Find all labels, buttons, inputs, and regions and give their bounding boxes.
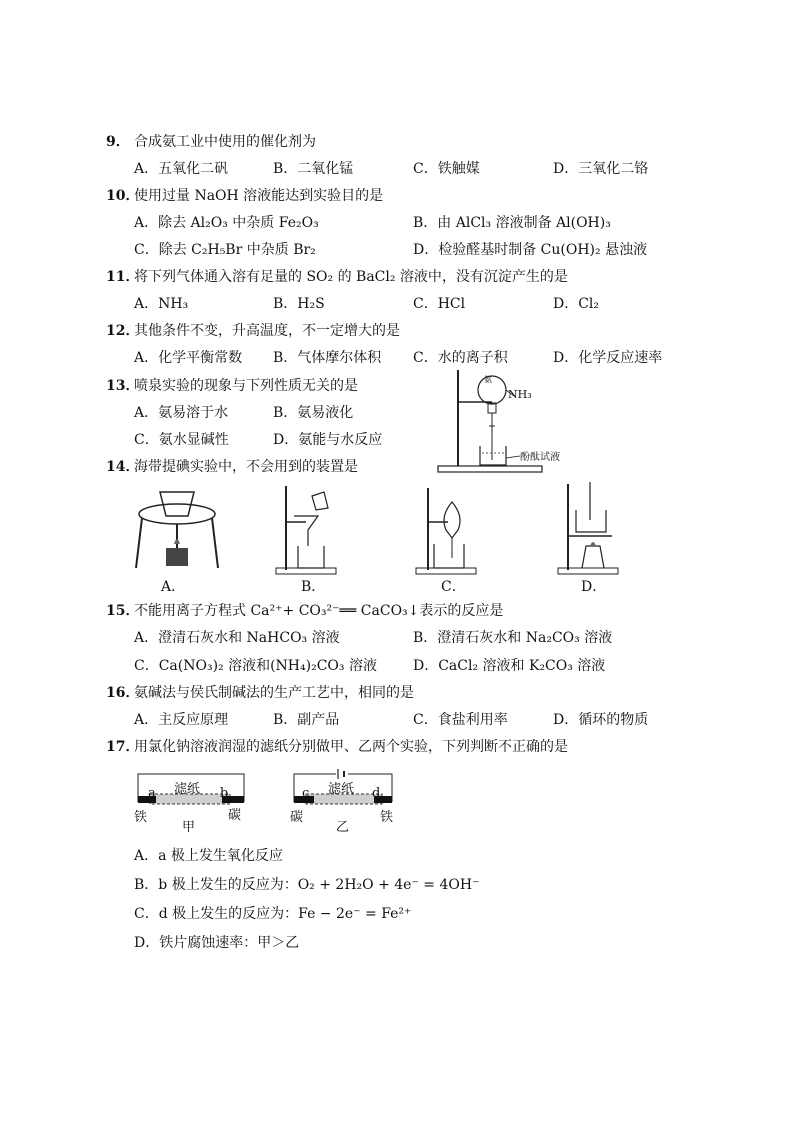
question-number: 13． [106, 378, 140, 394]
filtration-apparatus-figure [272, 482, 342, 576]
option-d: D．铁片腐蚀速率：甲＞乙 [134, 935, 300, 951]
question-16 [0, 682, 794, 704]
question-15-options-row2 [0, 655, 794, 677]
option-b: B．二氧化锰 [273, 161, 354, 177]
option-a: A．NH₃ [134, 296, 189, 312]
option-a: A．a 极上发生氧化反应 [134, 848, 283, 864]
option-d: D．CaCl₂ 溶液和 K₂CO₃ 溶液 [413, 658, 606, 674]
option-a: A．主反应原理 [134, 712, 229, 728]
question-stem: 合成氨工业中使用的催化剂为 [134, 134, 316, 150]
question-11 [0, 266, 794, 288]
question-10-options-row2 [0, 239, 794, 261]
option-c: C．食盐利用率 [413, 712, 508, 728]
option-c: C．氨水显碱性 [134, 432, 229, 448]
filter-paper-label: 滤纸 [174, 782, 201, 797]
question-15-options-row1 [0, 627, 794, 649]
question-number: 10． [106, 188, 140, 204]
option-b: B．气体摩尔体积 [273, 350, 382, 366]
question-17-option-a [0, 845, 794, 867]
iron-label: 铁 [134, 810, 148, 825]
option-a: A．除去 Al₂O₃ 中杂质 Fe₂O₃ [134, 215, 319, 231]
question-14 [0, 456, 794, 478]
option-a: A．五氧化二矾 [134, 161, 229, 177]
question-number: 16． [106, 685, 140, 701]
question-10 [0, 185, 794, 207]
question-stem: 氨碱法与侯氏制碱法的生产工艺中，相同的是 [134, 685, 414, 701]
figure-label-b: B． [301, 579, 326, 595]
option-c: C．d 极上发生的反应为：Fe − 2e⁻ = Fe²⁺ [134, 906, 412, 922]
option-b: B．氨易液化 [273, 405, 354, 421]
question-stem: 不能用离子方程式 Ca²⁺+ CO₃²⁻══ CaCO₃↓表示的反应是 [134, 603, 504, 619]
electrode-a-label: a [148, 786, 156, 801]
experiment-name-yi: 乙 [336, 820, 350, 835]
electrode-b-label: b [220, 786, 229, 801]
option-b: B．副产品 [273, 712, 340, 728]
question-number: 15． [106, 603, 140, 619]
carbon-label: 碳 [228, 808, 242, 823]
question-stem: 喷泉实验的现象与下列性质无关的是 [134, 378, 358, 394]
option-d: D．氨能与水反应 [273, 432, 383, 448]
option-b: B．H₂S [273, 296, 325, 312]
option-c: C．水的离子积 [413, 350, 508, 366]
question-stem: 使用过量 NaOH 溶液能达到实验目的是 [134, 188, 384, 204]
question-12-options [0, 347, 794, 369]
question-number: 14． [106, 459, 140, 475]
solution-label: 酚酞试液 [520, 452, 560, 463]
iron-label: 铁 [380, 810, 394, 825]
question-17 [0, 736, 794, 758]
figure-label-a: A． [161, 579, 186, 595]
figure-label-c: C． [441, 579, 466, 595]
question-17-option-b [0, 874, 794, 896]
option-d: D．Cl₂ [553, 296, 600, 312]
option-c: C．HCl [413, 296, 466, 312]
option-b: B．澄清石灰水和 Na₂CO₃ 溶液 [413, 630, 613, 646]
question-17-option-d [0, 932, 794, 954]
option-c: C．Ca(NO₃)₂ 溶液和(NH₄)₂CO₃ 溶液 [134, 658, 377, 674]
question-10-options-row1 [0, 212, 794, 234]
question-9-options [0, 158, 794, 180]
question-number: 17． [106, 739, 140, 755]
option-d: D．检验醛基时制备 Cu(OH)₂ 悬浊液 [413, 242, 648, 258]
flask-label: 氨 [484, 375, 492, 384]
question-stem: 将下列气体通入溶有足量的 SO₂ 的 BaCl₂ 溶液中，没有沉淀产生的是 [134, 269, 568, 285]
option-b: B．b 极上发生的反应为：O₂ + 2H₂O + 4e⁻ = 4OH⁻ [134, 877, 480, 893]
question-17-option-c [0, 903, 794, 925]
question-13-options-row1 [0, 402, 794, 424]
question-15 [0, 600, 794, 622]
question-stem: 用氯化钠溶液润湿的滤纸分别做甲、乙两个实验，下列判断不正确的是 [134, 739, 568, 755]
question-12 [0, 320, 794, 342]
option-a: A．澄清石灰水和 NaHCO₃ 溶液 [134, 630, 340, 646]
option-a: A．化学平衡常数 [134, 350, 243, 366]
figure-label-d: D． [581, 579, 607, 595]
question-11-options [0, 293, 794, 315]
question-16-options [0, 709, 794, 731]
experiment-yi-figure [288, 766, 408, 835]
question-number: 12． [106, 323, 140, 339]
distillation-heating-figure [556, 480, 626, 576]
gas-label: NH₃ [508, 388, 532, 401]
option-d: D．循环的物质 [553, 712, 649, 728]
filter-paper-label: 滤纸 [328, 782, 355, 797]
carbon-label: 碳 [290, 810, 304, 825]
question-stem: 其他条件不变，升高温度，不一定增大的是 [134, 323, 400, 339]
question-13 [0, 375, 794, 397]
option-c: C．除去 C₂H₅Br 中杂质 Br₂ [134, 242, 316, 258]
electrode-c-label: c [302, 786, 310, 801]
crucible-apparatus-figure [132, 486, 222, 576]
option-d: D．化学反应速率 [553, 350, 663, 366]
question-9 [0, 131, 794, 153]
question-number: 11． [106, 269, 140, 285]
option-c: C．铁触媒 [413, 161, 480, 177]
question-stem: 海带提碘实验中，不会用到的装置是 [134, 459, 358, 475]
experiment-name-jia: 甲 [182, 820, 196, 835]
question-14-figure-labels [0, 576, 794, 598]
question-13-options-row2 [0, 429, 794, 451]
option-b: B．由 AlCl₃ 溶液制备 Al(OH)₃ [413, 215, 611, 231]
option-d: D．三氧化二铬 [553, 161, 649, 177]
electrode-d-label: d [372, 786, 381, 801]
separatory-funnel-figure [412, 486, 482, 576]
option-a: A．氨易溶于水 [134, 405, 229, 421]
experiment-jia-figure [134, 768, 254, 835]
question-number: 9． [106, 134, 130, 150]
